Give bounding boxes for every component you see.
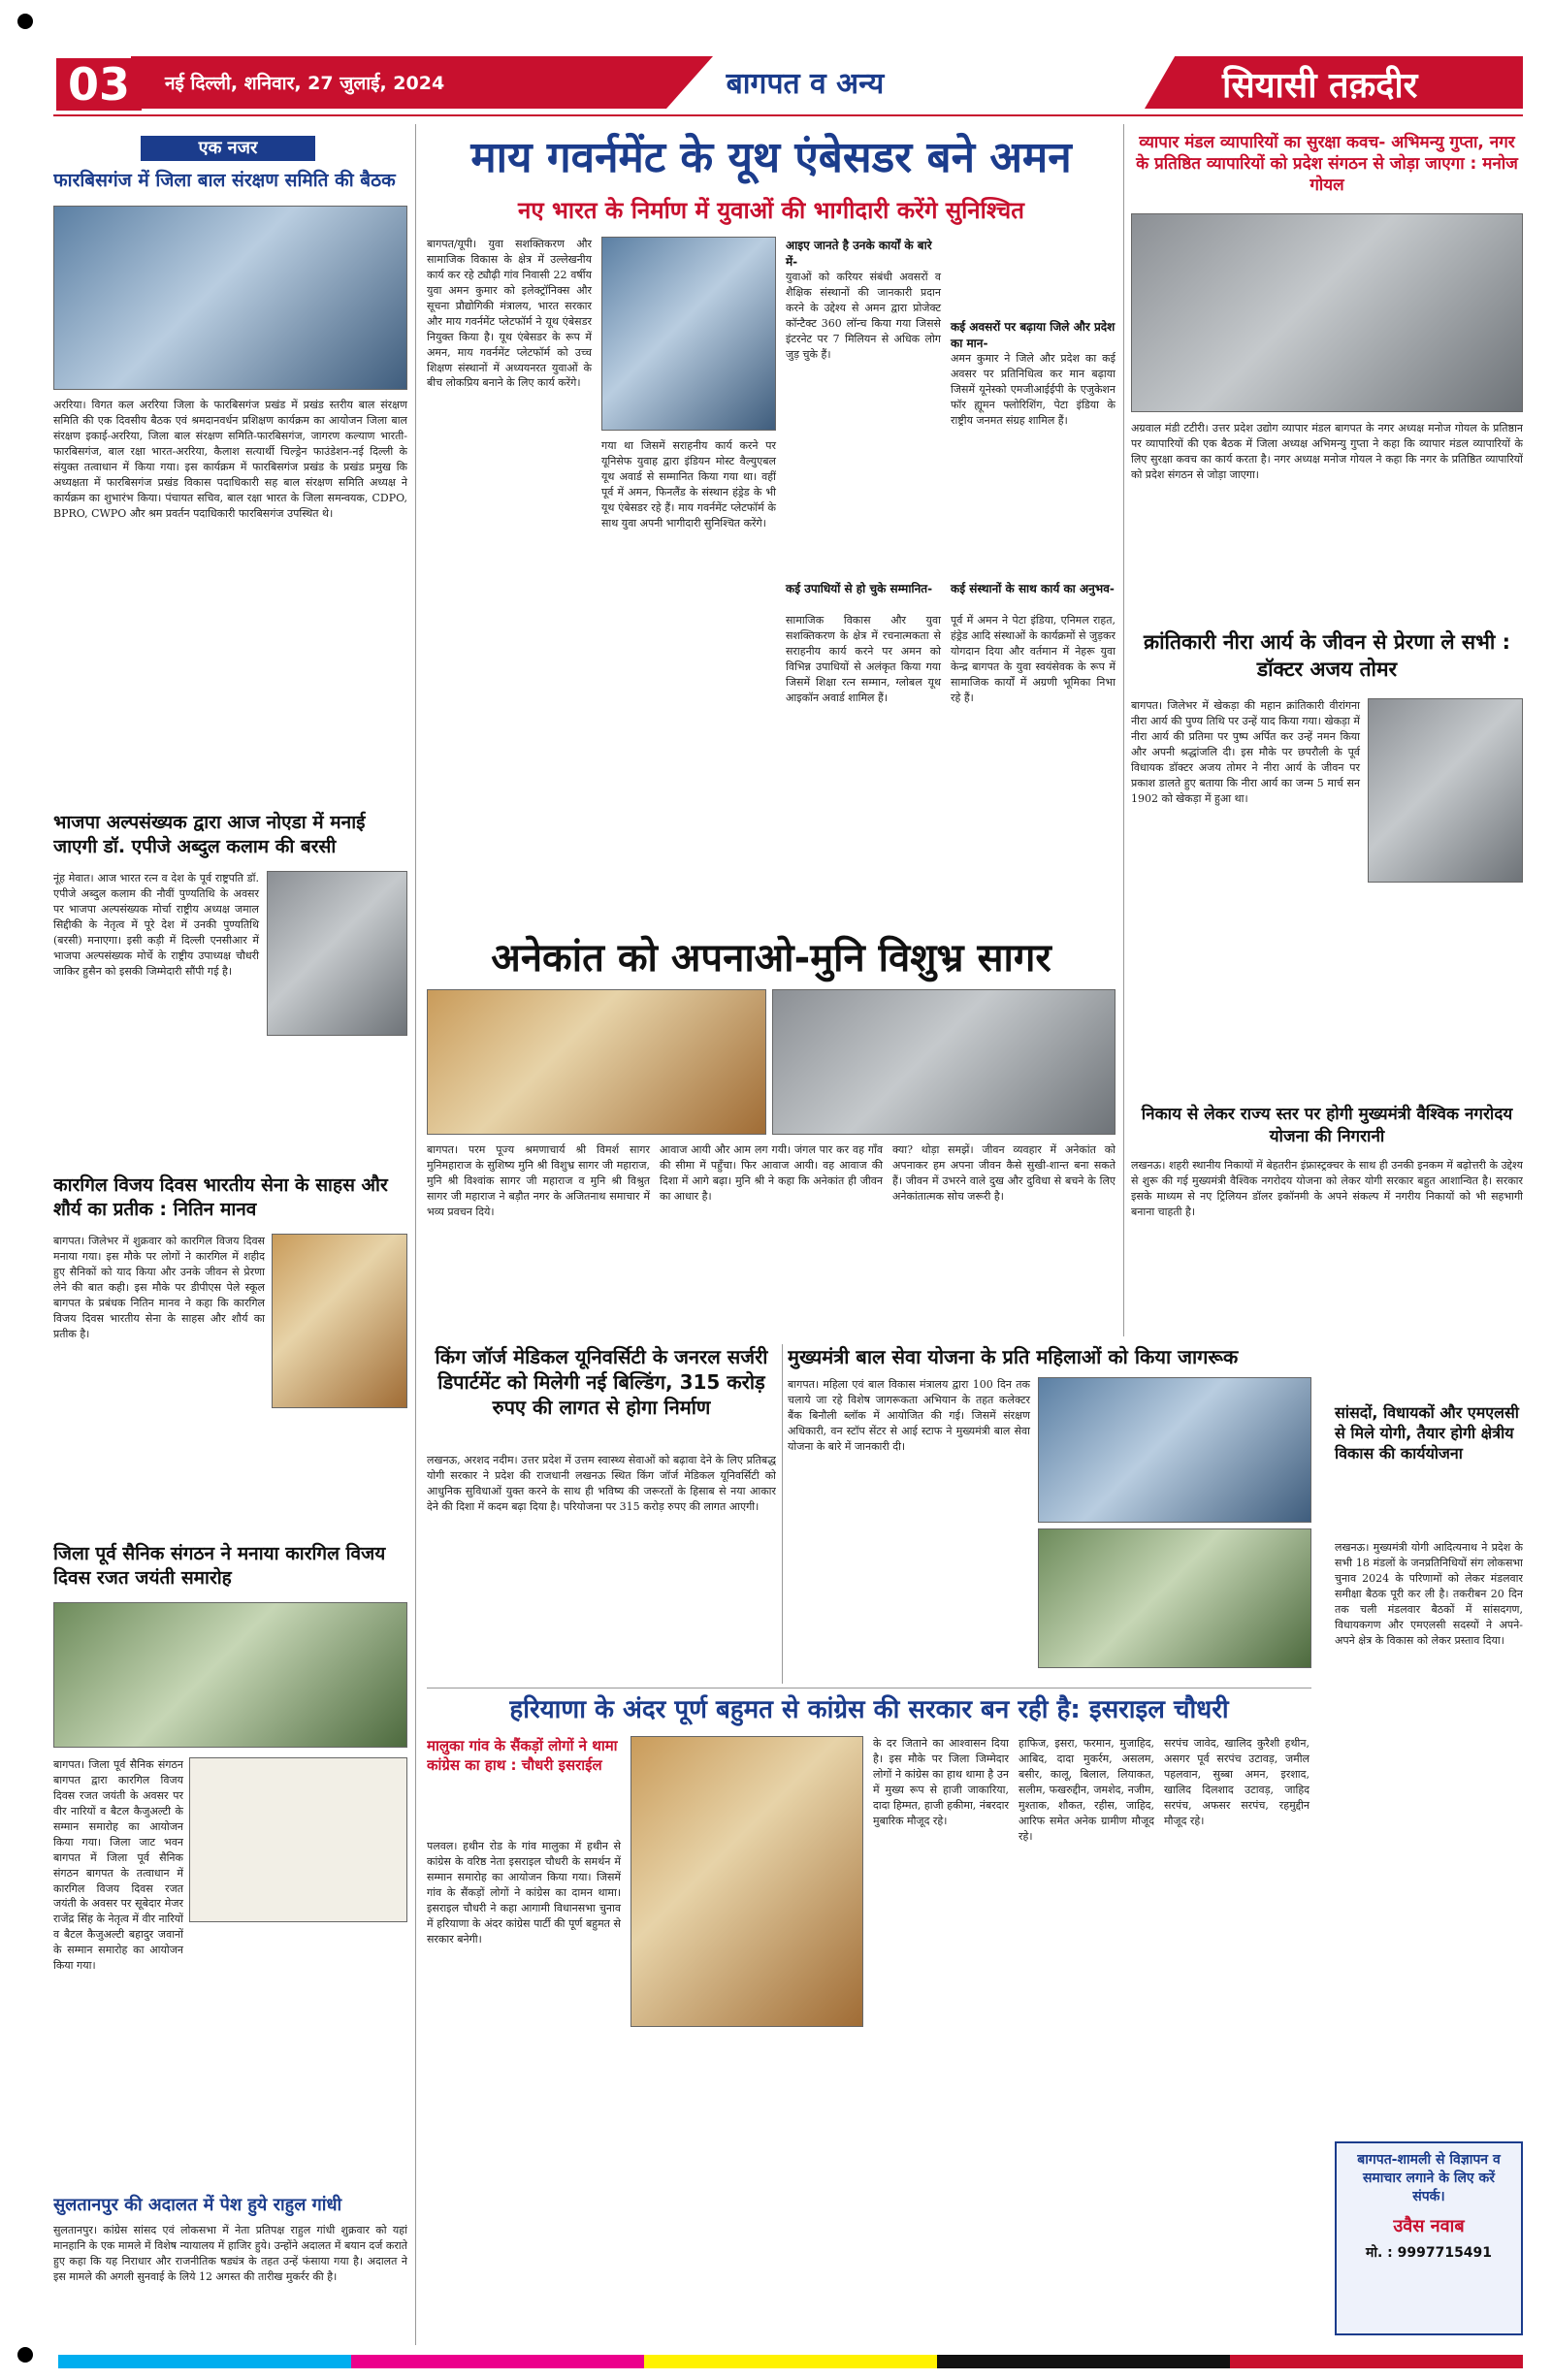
subhead: कई अवसरों पर बढ़ाया जिले और प्रदेश का मान- (951, 320, 1116, 350)
bottom-body: पलवल। हथीन रोड के गांव मालुका में हथीन से कांग्रेस के वरिष्ठ नेता इसराइल चौधरी के समर्थन में सम्मान समारोह का आयोजन किया गया। जिसमें गांव के सैंकड़ों लोगों ने कांग्रेस का दामन थामा। इसराइल चौधरी ने कहा आगामी विधानसभा चुनाव में हरियाणा के अंदर कांग्रेस पार्टी की पूर्ण बहुमत से सरकार बनेगी। (427, 1840, 621, 1946)
registration-mark (17, 14, 33, 29)
story-body: सुलतानपुर। कांग्रेस सांसद एवं लोकसभा में नेता प्रतिपक्ष राहुल गांधी शुक्रवार को यहां मानहानि के एक मामले में विशेष न्यायालय में हाजिर हुये। उन्होंने अदालत में बयान दर्ज कराते हुए कहा कि यह निराधार और राजनीतिक षड्यंत्र के तहत उन्हें फंसाया गया है। अदालत ने इस मामले की अगली सुनवाई के लिये 12 अगस्त की तारीख मुकर्रर की है। (53, 2224, 407, 2283)
story-body: अग्रवाल मंडी टटीरी। उत्तर प्रदेश उद्योग व्यापार मंडल बागपत के नगर अध्यक्ष मनोज गोयल के प्रतिष्ठान पर व्यापारियों की एक बैठक में जिला अध्यक्ष अभिमन्यु गुप्ता ने कहा कि व्यापार मंडल व्यापारियों के लिए सुरक्षा कवच का कार्य करता है। नगर अध्यक्ष मनोज गोयल ने कहा कि नगर के प्रतिष्ठित व्यापारियों को प्रदेश संगठन से जोड़ा जाएगा। (1131, 422, 1523, 481)
lead-headline: माय गवर्नमेंट के यूथ एंबेसडर बने अमन (470, 133, 1072, 182)
color-bar (58, 2355, 1523, 2368)
story-body: बागपत। जिलेभर में शुक्रवार को कारगिल विजय दिवस मनाया गया। इस मौके पर लोगों ने कारगिल में शहीद हुए सैनिकों को याद किया और उनके जीवन से प्रेरणा लेने की बात कही। इस मौके पर डीपीएस पेले स्कूल बागपत के प्रबंधक नितिन मानव ने कहा कि कारगिल विजय दिवस भारतीय सेना के साहस और शौर्य का प्रतीक है। (53, 1235, 265, 1340)
section-title: बागपत व अन्य (726, 67, 885, 101)
event-photo (427, 989, 766, 1135)
muni-body: बागपत। परम पूज्य श्रमणाचार्य श्री विमर्श सागर मुनिमहाराज के सुशिष्य मुनि श्री विशुभ्र सागर जी महाराज, मुनि श्री विश्वांक सागर जी महाराज व मुनि श्री विश्रुत सागर जी महाराज ने बड़ौत नगर के अजितनाथ समाचार में भव्य प्रवचन दिये। (427, 1143, 650, 1218)
ad-phone: मो. : 9997715491 (1365, 2245, 1493, 2261)
dateline: नई दिल्ली, शनिवार, 27 जुलाई, 2024 (165, 73, 445, 94)
ad-name: उवैस नवाब (1393, 2216, 1465, 2236)
story-title: जिला पूर्व सैनिक संगठन ने मनाया कारगिल विजय दिवस रजत जयंती समारोह (53, 1543, 386, 1589)
lead-subtitle: नए भारत के निर्माण में युवाओं की भागीदारी करेंगे सुनिश्चित (518, 197, 1024, 224)
story-title: व्यापार मंडल व्यापारियों का सुरक्षा कवच- अभिमन्यु गुप्ता, नगर के प्रतिष्ठित व्यापारियों को प्रदेश संगठन से जोड़ा जाएगा : मनोज गोयल (1136, 133, 1518, 195)
right-column (1131, 124, 1523, 2347)
ad-box (1335, 2141, 1523, 2335)
story-title: फारबिसगंज में जिला बाल संरक्षण समिति की बैठक (53, 170, 396, 191)
rally-photo (630, 1736, 863, 2027)
lead-story (427, 124, 1116, 929)
story-title: क्रांतिकारी नीरा आर्य के जीवन से प्रेरणा ले सभी : डॉक्टर अजय तोमर (1143, 630, 1510, 681)
subhead: आइए जानते है उनके कार्यों के बारे में- (786, 239, 932, 269)
muni-story (427, 933, 1116, 1340)
muni-body: आवाज आयी और आम लग गयी। जंगल पार कर वह गाँव की सीमा में पहुँचा। फिर आवाज आयी। वह आवाज की दिशा में आगे बढ़ा। मुनि श्री ने कहा कि अनेकांत ही जीवन का आधार है। (660, 1143, 883, 1203)
story-body: अररिया। विगत कल अररिया जिला के फारबिसगंज प्रखंड में प्रखंड स्तरीय बाल संरक्षण समिति की एक दिवसीय बैठक एवं श्रमदानवर्धन प्रशिक्षण कार्यक्रम का आयोजन जिला बाल संरक्षण इकाई-अररिया, जिला बाल संरक्षण समिति-फारबिसगंज, जागरण कल्याण भारती-फारबिसगंज, बाल रक्षा भारत-अररिया, कैलाश सत्यार्थी चिल्ड्रेन फाउंडेशन-नई दिल्ली के संयुक्त तत्वाधान में किया गया। इस कार्यक्रम में फारबिसगंज प्रखंड के प्रखंड प्रमुख कि अध्यक्षता में फारबिसगंज प्रखंड विकास पदाधिकारी सह बाल संरक्षण समिति अध्यक्ष ने कार्यक्रम का शुभारंभ किया। पंचायत सचिव, बाल रक्षा भारत के जिला समन्वयक, CDPO, BPRO, CWPO और श्रम प्रवर्तन पदाधिकारी फारबिसगंज उपस्थित थे। (53, 399, 407, 520)
photo (53, 206, 407, 390)
page-header (39, 56, 1523, 113)
story-body: बागपत। जिला पूर्व सैनिक संगठन बागपत द्वारा कारगिल विजय दिवस रजत जयंती के अवसर पर वीर नारियों व बैटल कैजुअल्टी के सम्मान समारोह का आयोजन किया गया। जिला जाट भवन बागपत में जिला पूर्व सैनिक संगठन बागपत के तत्वाधान में कारगिल विजय दिवस रजत जयंती के अवसर पर सूबेदार मेजर राजेंद्र सिंह के नेतृत्व में वीर नारियों व बैटल कैजुअल्टी बहादुर जवानों के सम्मान समारोह का आयोजन किया गया। (53, 1758, 183, 1973)
kgmu-story (427, 1344, 776, 1684)
muni-headline: अनेकांत को अपनाओ-मुनि विशुभ्र सागर (491, 936, 1051, 981)
story-body: बागपत। जिलेभर में खेकड़ा की महान क्रांतिकारी वीरांगना नीरा आर्य की पुण्य तिथि पर उन्हें याद किया गया। खेकड़ा में नीरा आर्य की प्रतिमा पर पुष्प अर्पित कर उन्हें नमन किया और अपनी श्रद्धांजलि दी। इस मौके पर छपरौली के पूर्व विधायक डॉक्टर अजय तोमर ने नीरा आर्य के जीवन पर प्रकाश डालते हुए बताया कि नीरा आर्य का जन्म 5 मार्च सन 1902 को खेकड़ा में हुआ था। (1131, 699, 1360, 805)
kalam-photo (267, 871, 407, 1036)
ek-nazar-badge: एक नजर (141, 136, 315, 161)
lead-body: गया था जिसमें सराहनीय कार्य करने पर यूनिसेफ युवाह द्वारा इंडियन मोस्ट वैल्युएबल यूथ अवार्ड से सम्मानित किया गया था। वहीं पूर्व में अमन, फिनलैंड के संस्थान हंड्रेड के भी यूथ एंबेसडर रहे हैं। माय गवर्नमेंट प्लेटफॉर्म के साथ युवा अपनी भागीदारी सुनिश्चित करेंगे। (601, 439, 776, 530)
ad-text: बागपत-शामली से विज्ञापन व समाचार लगाने के लिए करें संपर्क। (1357, 2152, 1501, 2204)
bottom-body: के दर जिताने का आश्वासन दिया है। इस मौके पर जिला जिम्मेदार लोगों ने कांग्रेस का हाथ थामा है उन में मुख्य रूप से हाजी जाकारिया, दादा हिम्मत, हाजी हकीमा, नंबरदार मुबारिक मौजूद रहे। (873, 1737, 1009, 1827)
lead-body: सामाजिक विकास और युवा सशक्तिकरण के क्षेत्र में रचनात्मकता से सराहनीय कार्य करने पर अमन को विभिन्न उपाधियों से अलंकृत किया गया जिसमें शिक्षा रत्न सम्मान, ग्लोबल यूथ आइकॉन अवार्ड शामिल हैं। (786, 614, 941, 704)
story-body: नूंह मेवात। आज भारत रत्न व देश के पूर्व राष्ट्रपति डॉ. एपीजे अब्दुल कलाम की नौवीं पुण्यतिथि के अवसर पर भाजपा अल्पसंख्यक मोर्चा राष्ट्रीय अध्यक्ष जमाल सिद्दीकी के नेतृत्व में पूरे देश में उनकी पुण्यतिथि (बरसी) मनाएगा। इसी कड़ी में दिल्ली एनसीआर में भाजपा अल्पसंख्यक मोर्चे के राष्ट्रीय उपाध्यक्ष चौधरी जाकिर हुसैन को इसकी जिम्मेदारी सौंपी गई है। (53, 872, 259, 978)
column-title: सियासी तक़दीर (1222, 66, 1418, 106)
page-number: 03 (56, 58, 142, 111)
story-title: कारगिल विजय दिवस भारतीय सेना के साहस और शौर्य का प्रतीक : नितिन मानव (53, 1174, 388, 1220)
story-title: भाजपा अल्पसंख्यक द्वारा आज नोएडा में मनाई जाएगी डॉ. एपीजे अब्दुल कलाम की बरसी (53, 812, 366, 857)
certificate-image (189, 1757, 407, 1922)
story-body: लखनऊ। मुख्यमंत्री योगी आदित्यनाथ ने प्रदेश के सभी 18 मंडलों के जनप्रतिनिधियों संग लोकसभा चुनाव 2024 के परिणामों को लेकर मंडलवार समीक्षा बैठक पूरी कर ली है। तकरीबन 20 दिन तक चली मंडलवार बैठकों में सांसदगण, विधायकगण और एमएलसी सदस्यों ने अपने-अपने क्षेत्र के विकास को लेकर प्रस्ताव दिया। (1335, 1541, 1523, 1647)
aman-photo (601, 237, 776, 431)
story-title: सांसदों, विधायकों और एमएलसी से मिले योगी, तैयार होगी क्षेत्रीय विकास की कार्ययोजना (1335, 1403, 1519, 1463)
bottom-headline: हरियाणा के अंदर पूर्ण बहुमत से कांग्रेस की सरकार बन रही है: इसराइल चौधरी (509, 1695, 1229, 1724)
registration-mark (17, 2347, 33, 2363)
left-column (53, 124, 407, 2347)
story-title: निकाय से लेकर राज्य स्तर पर होगी मुख्यमंत्री वैश्विक नगरोदय योजना की निगरानी (1141, 1105, 1513, 1146)
nitin-photo (272, 1234, 407, 1408)
bal-body: बागपत। महिला एवं बाल विकास मंत्रालय द्वारा 100 दिन तक चलाये जा रहे विशेष जागरूकता अभियान के तहत कलेक्टर बैंक बिनौली ब्लॉक में आयोजित की गई। जिसमें संरक्षण अधिकारी, वन स्टॉप सेंटर से आई स्टाफ ने मुख्यमंत्री बाल सेवा योजना के बारे में जानकारी दी। (788, 1378, 1030, 1453)
story-body: लखनऊ। शहरी स्थानीय निकायों में बेहतरीन इंफ्रास्ट्रक्चर के साथ ही उनकी इनकम में बढ़ोत्तरी के उद्देश्य से शुरू की गई मुख्यमंत्री वैश्विक नगरोदय योजना को लेकर योगी सरकार बहुत आशान्वित है। सरकार इसके माध्यम से नए ट्रिलियन डॉलर इकॉनमी के अपने संकल्प में नगरीय निकायों को भी सहभागी बनाना चाहती है। (1131, 1159, 1523, 1218)
kgmu-body: लखनऊ, अरशद नदीम। उत्तर प्रदेश में उत्तम स्वास्थ्य सेवाओं को बढ़ावा देने के लिए प्रतिबद्ध योगी सरकार ने प्रदेश की राजधानी लखनऊ स्थित किंग जॉर्ज मेडिकल यूनिवर्सिटी को आधुनिक सुविधाओं युक्त करने के साथ ही भविष्य की जरूरतों के हिसाब से नया आकार देने की दिशा में कदम बढ़ा दिया है। परियोजना पर 315 करोड़ रुपए की लागत आएगी। (427, 1454, 776, 1513)
subhead: कई संस्थानों के साथ कार्य का अनुभव- (951, 582, 1115, 595)
audience-photo (772, 989, 1116, 1135)
lead-body: बागपत/यूपी। युवा सशक्तिकरण और सामाजिक विकास के क्षेत्र में उल्लेखनीय कार्य कर रहे ट्यौढ़ी गांव निवासी 22 वर्षीय युवा अमन कुमार को इलेक्ट्रॉनिक्स और सूचना प्रौद्योगिकी मंत्रालय, भारत सरकार और माय गवर्नमेंट प्लेटफॉर्म ने यूथ एंबेसडर नियुक्त किया है। यूथ एंबेसडर के रूप में अमन, माय गवर्नमेंट प्लेटफॉर्म को उच्च शिक्षण संस्थानों में अध्ययनरत युवाओं के बीच लोकप्रिय बनाने के लिए कार्य करेंगे। (427, 238, 592, 390)
photo (53, 1602, 407, 1748)
lead-body: युवाओं को करियर संबंधी अवसरों व शैक्षिक संस्थानों की जानकारी प्रदान करने के उद्देश्य से अमन द्वारा प्रोजेक्ट कॉन्टैक्ट 360 लॉन्च किया गया जिससे इंटरनेट पर 7 मिलियन से अधिक लोग जुड़ चुके हैं। (786, 271, 941, 361)
photo (1131, 213, 1523, 412)
bottom-body: हाफिज, इसरा, फरमान, मुजाहिद, आबिद, दादा मुकर्रम, असलम, बसीर, कालू, बिलाल, लियाकत, सलीम, फखरुद्दीन, जमशेद, नजीम, मुश्ताक, शौकत, रहीस, जाहिद, आरिफ समेत अनेक ग्रामीण मौजूद रहे। (1018, 1737, 1154, 1843)
lead-body: पूर्व में अमन ने पेटा इंडिया, एनिमल राहत, हंड्रेड आदि संस्थाओं के कार्यक्रमों से जुड़कर योगदान दिया और वर्तमान में नेहरू युवा केन्द्र बागपत के युवा स्वयंसेवक के रूप में सामाजिक कार्यों में अग्रणी भूमिका निभा रहे हैं। (951, 614, 1116, 704)
ajay-photo (1368, 698, 1523, 883)
bal-headline: मुख्यमंत्री बाल सेवा योजना के प्रति महिलाओं को किया जागरूक (788, 1345, 1239, 1368)
side-headline: मालुका गांव के सैंकड़ों लोगों ने थामा कांग्रेस का हाथ : चौधरी इसराईल (427, 1737, 618, 1774)
lead-body: अमन कुमार ने जिले और प्रदेश का कई अवसर पर प्रतिनिधित्व कर मान बढ़ाया जिसमें यूनेस्को एमजीआईईपी के एजुकेशन फॉर ह्यूमन फ्लोरिशिंग, पेटा इंडिया के राष्ट्रीय जनमत संग्रह शामिल हैं। (951, 352, 1116, 427)
subhead: कई उपाधियों से हो चुके सम्मानित- (786, 582, 933, 595)
muni-body: क्या? थोड़ा समझें। जीवन व्यवहार में अनेकांत को अपनाकर हम अपना जीवन कैसे सुखी-शान्त बना सकते हैं। जीवन में उभरने वाले दुख और दुविधा से बचने के लिए अनेकांतात्मक सोच जरूरी है। (892, 1143, 1116, 1203)
story-title: सुलतानपुर की अदालत में पेश हुये राहुल गांधी (53, 2195, 342, 2215)
kgmu-headline: किंग जॉर्ज मेडिकल यूनिवर्सिटी के जनरल सर्जरी डिपार्टमेंट को मिलेगी नई बिल्डिंग, 315 करोड़ रुपए की लागत से होगा निर्माण (435, 1345, 768, 1419)
bottom-body: सरपंच जावेद, खालिद कुरैशी हथीन, असगर पूर्व सरपंच उटावड़, जमील पहलवान, सुब्बा अमन, इरशाद, खालिद दिलशाद उटावड़, जाहिद सरपंच, अफसर सरपंच, रहमुद्दीन मौजूद रहे। (1164, 1737, 1310, 1827)
